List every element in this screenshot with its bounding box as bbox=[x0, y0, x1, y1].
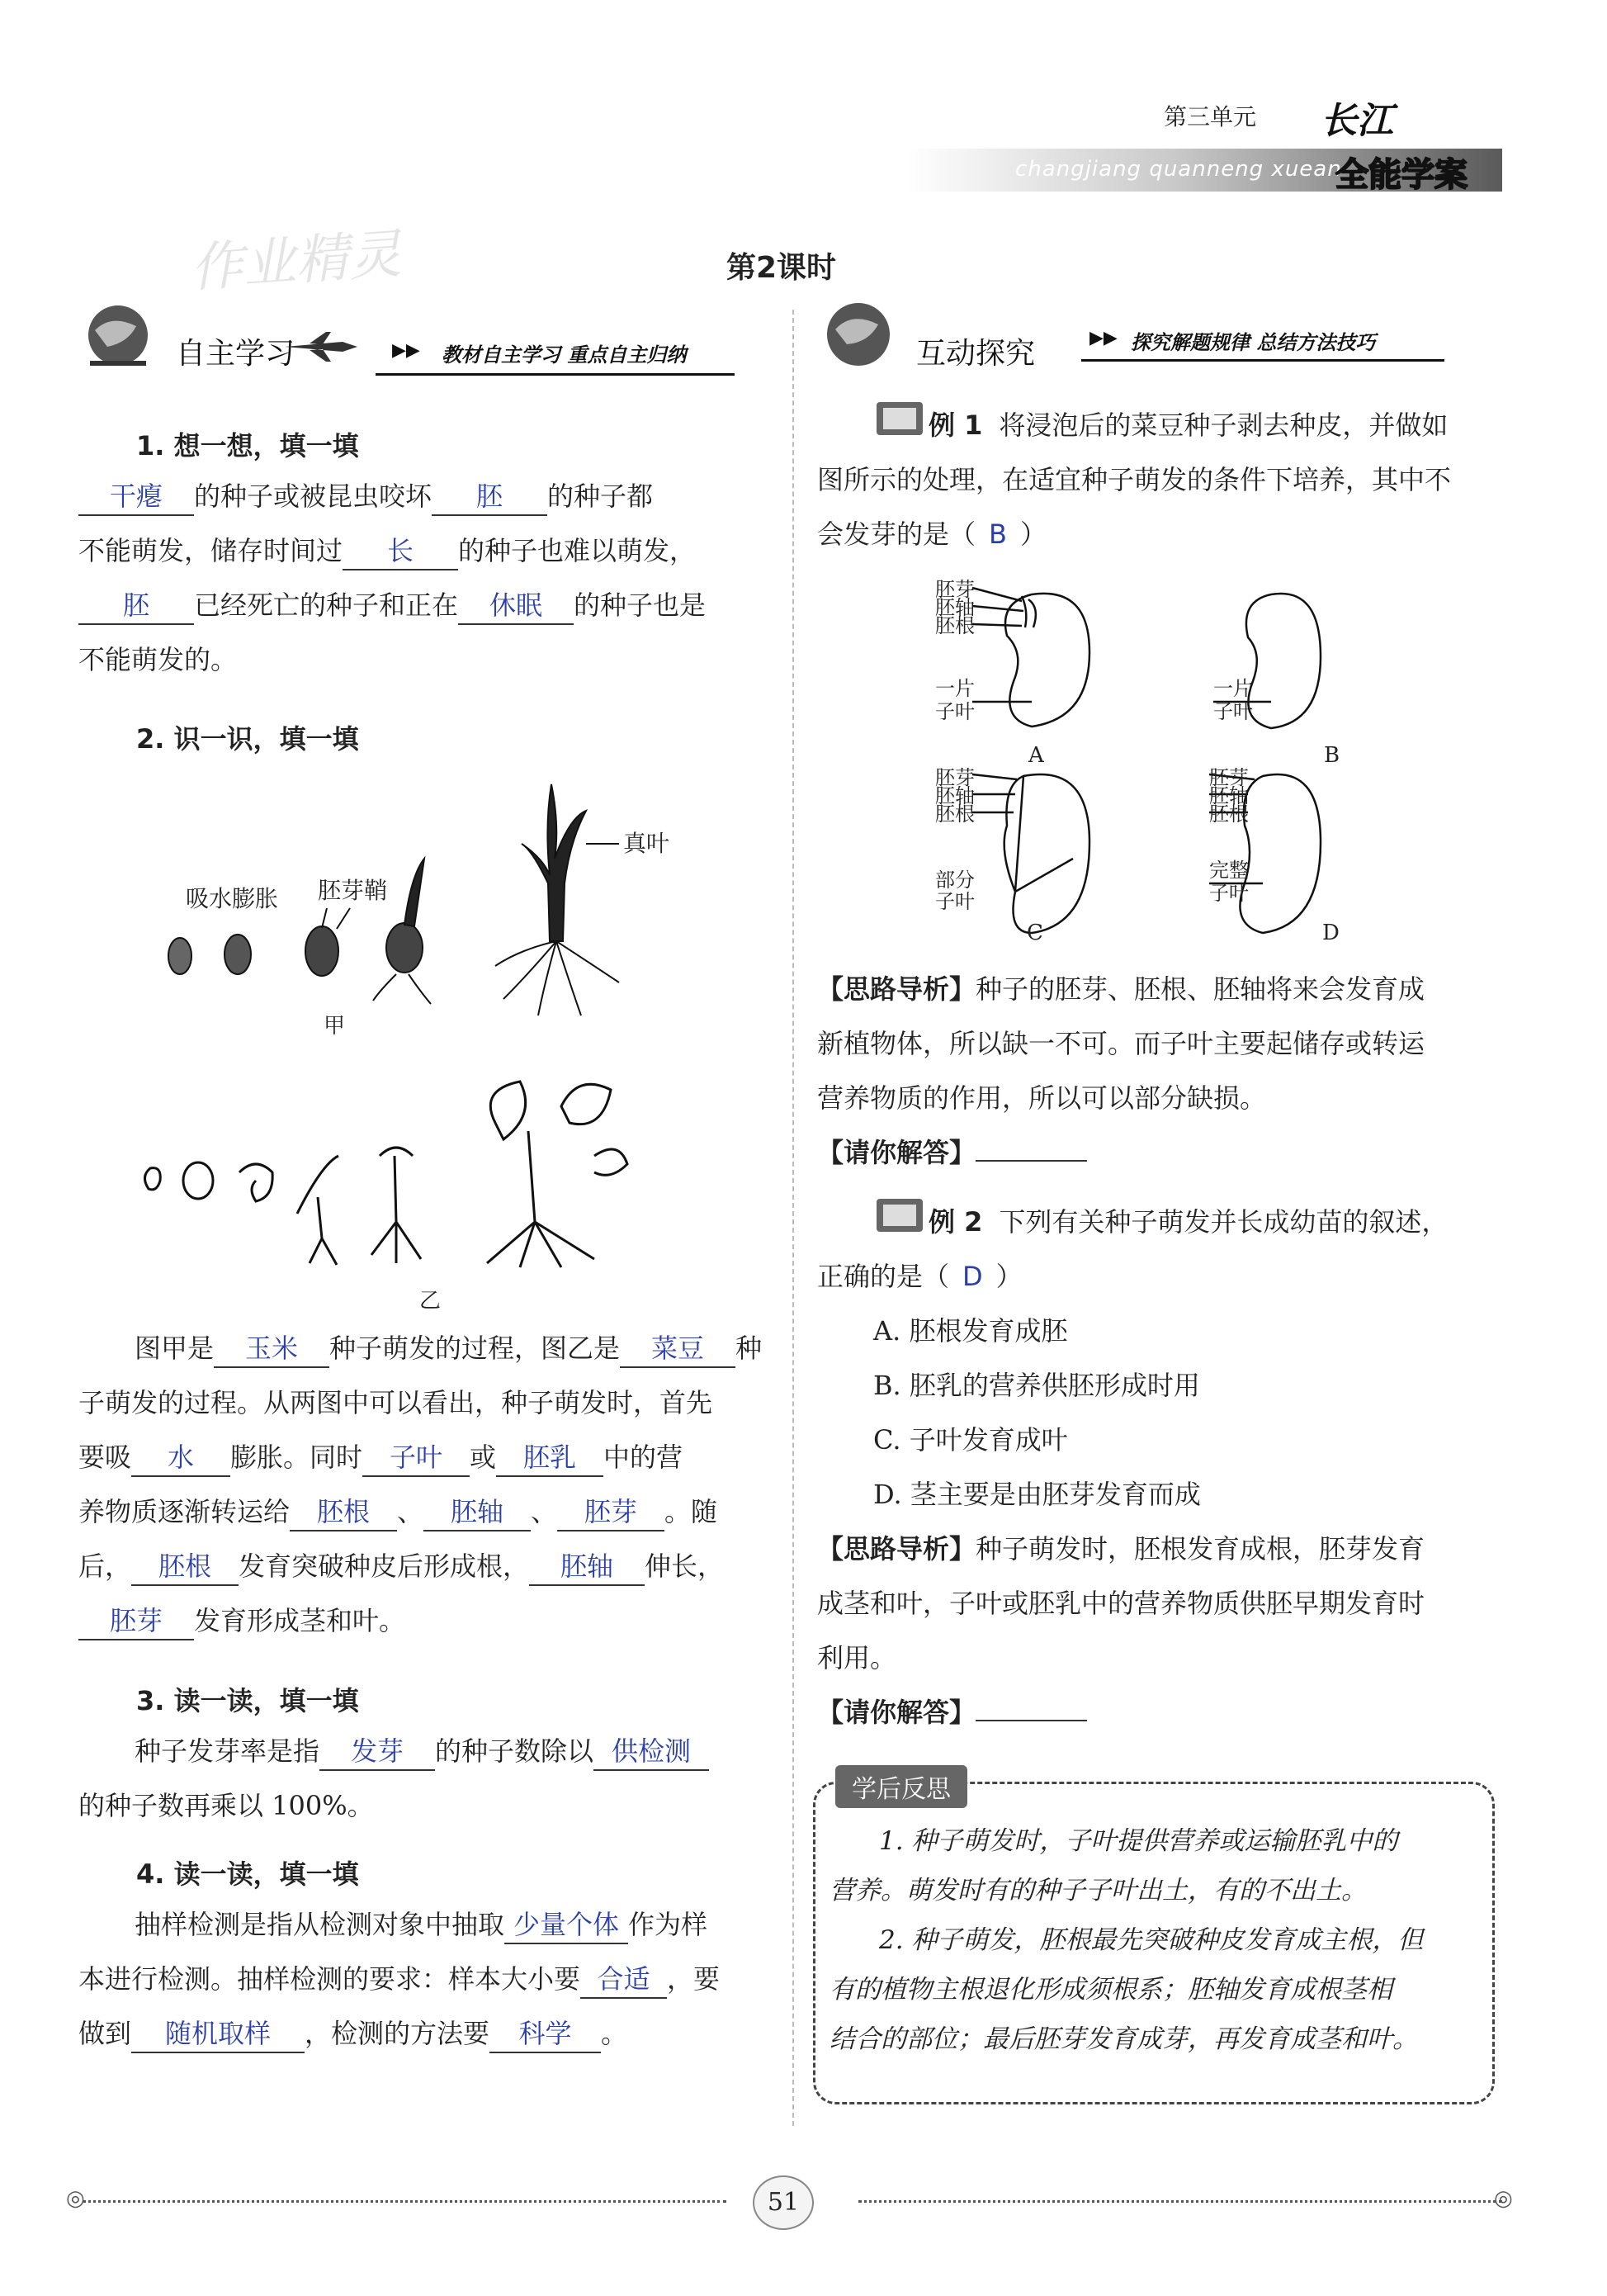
reflection-title: 学后反思 bbox=[835, 1765, 967, 1808]
reflection-line: 2. 种子萌发，胚根最先突破种皮发育成主根，但 bbox=[879, 1925, 1424, 1955]
q2-text: 。随 bbox=[664, 1496, 718, 1527]
answer-blank: 菜豆 bbox=[620, 1330, 735, 1368]
q2-text: 图甲是 bbox=[135, 1333, 215, 1364]
label-a-yipian: 一片 bbox=[935, 677, 975, 700]
right-section-arrows: ▶▶ bbox=[1089, 328, 1118, 348]
q4-line-3 bbox=[78, 2006, 763, 2061]
q2-text: 、 bbox=[531, 1496, 558, 1527]
footer-rule-left bbox=[83, 2200, 726, 2203]
q1-text: 不能萌发，储存时间过 bbox=[78, 535, 343, 566]
q4-heading: 4. 读一读，填一填 bbox=[136, 1858, 359, 1890]
label-c-bufen: 部分 bbox=[935, 869, 975, 892]
q2-text: 要吸 bbox=[78, 1442, 132, 1473]
ex1-analysis-line-3: 营养物质的作用，所以可以部分缺损。 bbox=[817, 1082, 1267, 1114]
reflection-line: 1. 种子萌发时，子叶提供营养或运输胚乳中的 bbox=[879, 1826, 1398, 1856]
ex1-text: 将浸泡后的菜豆种子剥去种皮，并做如 bbox=[999, 409, 1449, 441]
q1-text: 的种子也难以萌发， bbox=[458, 535, 697, 566]
q4-text: 做到 bbox=[78, 2018, 132, 2049]
label-swell: 吸水膨胀 bbox=[186, 885, 279, 912]
answer-blank: 胚芽 bbox=[557, 1494, 664, 1531]
answer-blank: 胚根 bbox=[290, 1494, 397, 1531]
q2-text: 膨胀。同时 bbox=[230, 1442, 363, 1473]
caption-d: D bbox=[1322, 921, 1340, 945]
answer-blank: 科学 bbox=[489, 2015, 601, 2053]
footer-ornament-left: ◎ bbox=[66, 2186, 85, 2211]
ex2-analysis-line-3: 利用。 bbox=[817, 1642, 897, 1673]
q2-text: 后， bbox=[78, 1550, 132, 1582]
q1-text: 的种子或被昆虫咬坏 bbox=[194, 481, 432, 512]
reply-blank[interactable] bbox=[976, 1160, 1087, 1162]
answer-blank: 胚乳 bbox=[496, 1439, 603, 1477]
q4-body bbox=[78, 1897, 763, 2061]
column-divider bbox=[792, 310, 794, 2126]
q4-text: ，要 bbox=[667, 1963, 721, 1995]
answer-blank: 玉米 bbox=[214, 1330, 329, 1368]
q4-text: ，检测的方法要 bbox=[305, 2018, 490, 2049]
label-a-peiya: 胚芽 bbox=[935, 578, 975, 601]
caption-yi: 乙 bbox=[419, 1289, 442, 1314]
example-2 bbox=[817, 1195, 1510, 1740]
q4-text: 。 bbox=[601, 2018, 628, 2049]
q1-line-3 bbox=[78, 578, 763, 632]
label-a-peizhou: 胚轴 bbox=[935, 596, 975, 619]
right-section-title: 互动探究 bbox=[916, 337, 1036, 371]
answer-blank: 胚芽 bbox=[78, 1602, 194, 1640]
answer-blank: 子叶 bbox=[362, 1439, 470, 1477]
ex1-line-1 bbox=[817, 398, 1510, 452]
answer-blank: 长 bbox=[343, 533, 458, 570]
reflection-line: 结合的部位；最后胚芽发育成芽，再发育成茎和叶。 bbox=[829, 2024, 1418, 2054]
label-d-wanzheng: 完整 bbox=[1209, 859, 1249, 882]
q2-text: 、 bbox=[397, 1496, 424, 1527]
label-c-peiya: 胚芽 bbox=[935, 766, 975, 789]
reflection-body bbox=[829, 1816, 1482, 2064]
q2-line-3 bbox=[78, 1430, 763, 1484]
label-b-ziye: 子叶 bbox=[1213, 700, 1253, 723]
ex1-reply bbox=[817, 1125, 1510, 1180]
label-d-peizhou: 胚轴 bbox=[1209, 784, 1249, 807]
q3-line-2: 的种子数再乘以 100%。 bbox=[78, 1790, 374, 1821]
ex2-answer: D bbox=[962, 1261, 983, 1292]
caption-b: B bbox=[1324, 743, 1340, 768]
ex2-text: ） bbox=[995, 1261, 1023, 1292]
left-section-arrows: ▶▶ bbox=[392, 340, 420, 361]
label-a-peigen: 胚根 bbox=[935, 614, 975, 637]
brand-bottom: 全能学案 bbox=[1335, 156, 1468, 194]
q3-line-1 bbox=[78, 1724, 763, 1778]
analysis-tag: 【思路导析】 bbox=[817, 1533, 976, 1565]
answer-blank: 胚根 bbox=[131, 1548, 239, 1586]
q1-heading: 1. 想一想，填一填 bbox=[136, 430, 359, 462]
answer-blank: 胚轴 bbox=[529, 1548, 645, 1586]
ex2-analysis-text: 种子萌发时，胚根发育成根，胚芽发育 bbox=[976, 1533, 1425, 1565]
q2-text: 种 bbox=[735, 1333, 763, 1364]
label-c-peigen: 胚根 bbox=[935, 802, 975, 826]
brand-top: 长江 bbox=[1321, 100, 1393, 142]
unit-label: 第三单元 bbox=[1164, 103, 1257, 130]
q2-text: 种子萌发的过程，图乙是 bbox=[329, 1333, 621, 1364]
ex1-label: 例 1 bbox=[929, 409, 983, 441]
label-b-yipian: 一片 bbox=[1213, 677, 1253, 700]
label-c-peizhou: 胚轴 bbox=[935, 784, 975, 807]
globe-icon bbox=[78, 297, 161, 380]
q2-line-1 bbox=[78, 1321, 763, 1375]
q1-text: 已经死亡的种子和正在 bbox=[194, 589, 459, 621]
label-c-ziye: 子叶 bbox=[935, 890, 975, 913]
ex2-option-d: D. 茎主要是由胚芽发育而成 bbox=[873, 1479, 1201, 1510]
q3-body bbox=[78, 1724, 763, 1833]
answer-blank: 发芽 bbox=[319, 1733, 435, 1771]
answer-blank: 供检测 bbox=[593, 1733, 709, 1771]
q3-text: 种子发芽率是指 bbox=[135, 1735, 320, 1767]
header-pinyin: changjiang quanneng xuean bbox=[1015, 157, 1342, 182]
right-section-subtitle: 探究解题规律 总结方法技巧 bbox=[1131, 330, 1376, 354]
figure-yi-bean-germination bbox=[132, 1057, 710, 1271]
ex1-analysis-text: 种子的胚芽、胚根、胚轴将来会发育成 bbox=[976, 973, 1425, 1005]
left-section-rule bbox=[376, 373, 735, 376]
ex1-text: 会发芽的是（ bbox=[817, 518, 976, 550]
q4-text: 本进行检测。抽样检测的要求：样本大小要 bbox=[78, 1963, 581, 1995]
ex2-text: 正确的是（ bbox=[817, 1261, 950, 1292]
q3-text: 的种子数除以 bbox=[435, 1735, 594, 1767]
q1-line-2 bbox=[78, 523, 763, 578]
q2-line-2: 子萌发的过程。从两图中可以看出，种子萌发时，首先 bbox=[78, 1387, 713, 1418]
q4-text: 作为样 bbox=[628, 1909, 708, 1940]
ex2-reply bbox=[817, 1685, 1510, 1740]
label-d-peiya: 胚芽 bbox=[1209, 766, 1249, 789]
q2-text: 发育突破种皮后形成根， bbox=[239, 1550, 530, 1582]
q2-text: 发育形成茎和叶。 bbox=[194, 1605, 406, 1636]
ex1-answer: B bbox=[989, 518, 1007, 550]
analysis-tag: 【思路导析】 bbox=[817, 973, 976, 1005]
footer-rule-right bbox=[858, 2200, 1502, 2203]
answer-blank: 随机取样 bbox=[131, 2015, 305, 2053]
q4-text: 抽样检测是指从检测对象中抽取 bbox=[135, 1909, 505, 1940]
reflection-line: 有的植物主根退化形成须根系；胚轴发育成根茎相 bbox=[829, 1975, 1392, 2005]
ex1-line-3 bbox=[817, 507, 1510, 561]
q2-body bbox=[78, 1321, 763, 1648]
globe-icon bbox=[817, 293, 900, 376]
q2-line-6 bbox=[78, 1593, 763, 1648]
figure-bean-seeds-abcd bbox=[924, 578, 1403, 958]
ex1-line-2: 图所示的处理，在适宜种子萌发的条件下培养，其中不 bbox=[817, 464, 1452, 495]
label-sheath: 胚芽鞘 bbox=[318, 877, 388, 904]
footer-ornament-right: ◎ bbox=[1494, 2186, 1513, 2211]
q1-body bbox=[78, 469, 763, 687]
ex1-text: ） bbox=[1019, 518, 1047, 550]
caption-a: A bbox=[1028, 743, 1044, 768]
ex2-text: 下列有关种子萌发并长成幼苗的叙述， bbox=[999, 1206, 1449, 1238]
answer-blank: 少量个体 bbox=[504, 1906, 628, 1944]
example-1 bbox=[817, 398, 1510, 561]
ex1-analysis bbox=[817, 962, 1510, 1180]
ex2-option-a: A. 胚根发育成胚 bbox=[873, 1315, 1068, 1347]
ex2-label: 例 2 bbox=[929, 1206, 983, 1238]
q1-line-1 bbox=[78, 469, 763, 523]
q3-heading: 3. 读一读，填一填 bbox=[136, 1685, 359, 1716]
answer-blank: 水 bbox=[131, 1439, 230, 1477]
q1-text: 的种子也是 bbox=[574, 589, 707, 621]
reply-tag: 【请你解答】 bbox=[817, 1137, 976, 1168]
answer-blank: 合适 bbox=[580, 1961, 667, 1999]
watermark: 作业精灵 bbox=[188, 224, 404, 300]
ex2-line-2 bbox=[817, 1249, 1510, 1304]
ex1-analysis-line-2: 新植物体，所以缺一不可。而子叶主要起储存或转运 bbox=[817, 1028, 1425, 1059]
q2-heading: 2. 识一识，填一填 bbox=[136, 723, 359, 755]
ex2-option-b: B. 胚乳的营养供胚形成时用 bbox=[873, 1370, 1200, 1401]
caption-c: C bbox=[1027, 921, 1043, 945]
label-d-peigen: 胚根 bbox=[1209, 802, 1249, 826]
answer-blank: 干瘪 bbox=[78, 478, 194, 516]
answer-blank: 胚 bbox=[78, 587, 194, 625]
q4-line-2 bbox=[78, 1952, 763, 2006]
label-true-leaf: 真叶 bbox=[623, 830, 670, 857]
left-section-subtitle: 教材自主学习 重点自主归纳 bbox=[442, 343, 687, 367]
answer-blank: 休眠 bbox=[458, 587, 574, 625]
q2-line-4 bbox=[78, 1484, 763, 1539]
q2-line-5 bbox=[78, 1539, 763, 1593]
ex1-analysis-line-1 bbox=[817, 962, 1510, 1016]
q1-line-4: 不能萌发的。 bbox=[78, 644, 238, 675]
q2-text: 中的营 bbox=[603, 1442, 683, 1473]
airplane-icon bbox=[285, 330, 359, 363]
label-a-ziye: 子叶 bbox=[935, 700, 975, 723]
left-section-title: 自主学习 bbox=[176, 337, 295, 371]
answer-blank: 胚轴 bbox=[423, 1494, 531, 1531]
right-section-header bbox=[817, 293, 1535, 384]
page-number: 51 bbox=[753, 2175, 814, 2230]
reflection-line: 营养。萌发时有的种子子叶出土，有的不出土。 bbox=[829, 1876, 1367, 1905]
ex2-analysis-line-1 bbox=[817, 1522, 1510, 1576]
lesson-title: 第2课时 bbox=[726, 251, 837, 285]
q4-line-1 bbox=[78, 1897, 763, 1952]
ex2-line-1 bbox=[817, 1195, 1510, 1249]
label-d-ziye: 子叶 bbox=[1209, 882, 1249, 905]
q2-text: 养物质逐渐转运给 bbox=[78, 1496, 291, 1527]
left-section-header bbox=[78, 297, 739, 388]
reply-blank[interactable] bbox=[976, 1720, 1087, 1721]
header bbox=[908, 91, 1502, 198]
caption-jia: 甲 bbox=[324, 1014, 346, 1039]
answer-blank: 胚 bbox=[432, 478, 547, 516]
right-section-rule bbox=[1081, 359, 1444, 362]
ex2-option-c: C. 子叶发育成叶 bbox=[873, 1424, 1068, 1456]
q1-text: 的种子都 bbox=[547, 481, 654, 512]
q2-text: 或 bbox=[470, 1442, 497, 1473]
q2-text: 伸长， bbox=[645, 1550, 725, 1582]
reply-tag: 【请你解答】 bbox=[817, 1697, 976, 1728]
ex2-analysis-line-2: 成茎和叶，子叶或胚乳中的营养物质供胚早期发育时 bbox=[817, 1588, 1425, 1619]
